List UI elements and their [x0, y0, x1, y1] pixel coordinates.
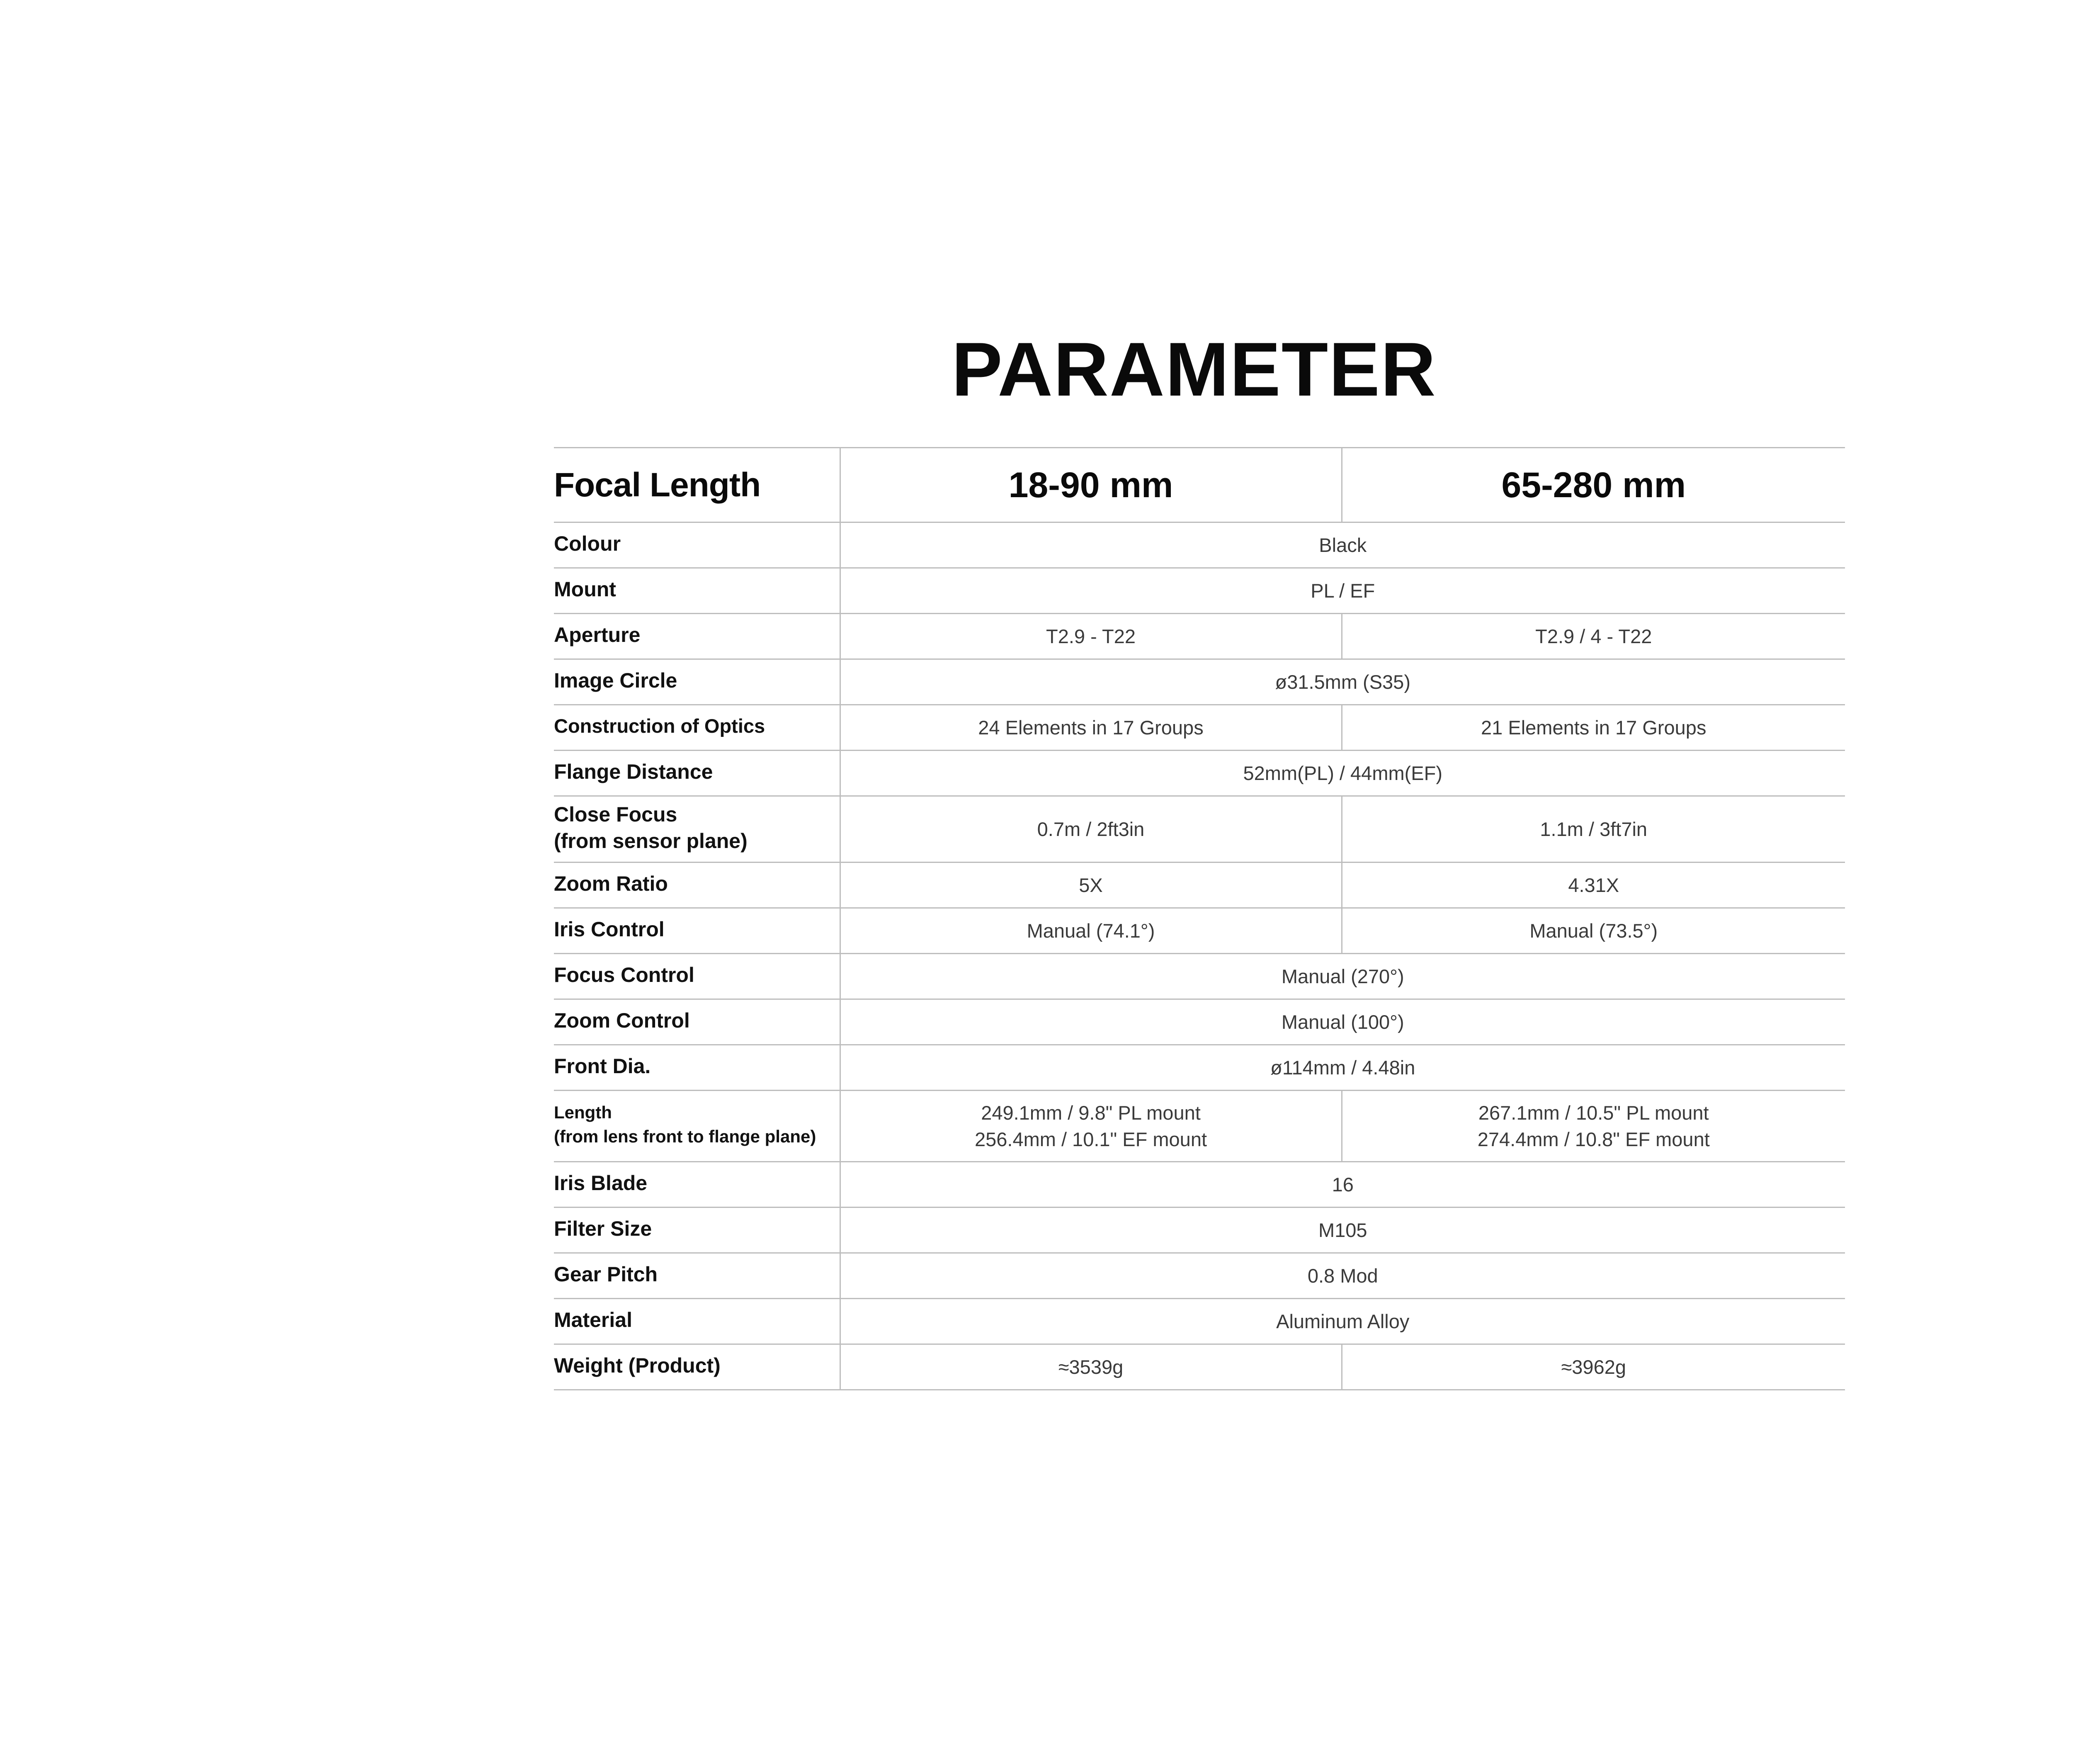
- table-header-row: [554, 448, 1845, 522]
- value-close-focus-18-90: 0.7m / 2ft3in: [840, 796, 1342, 863]
- table-row: [554, 522, 1845, 568]
- row-label-weight: Weight (Product): [554, 1344, 840, 1390]
- value-aperture-18-90: T2.9 - T22: [840, 614, 1342, 659]
- value-colour: Black: [840, 522, 1845, 568]
- table-row: [554, 1162, 1845, 1208]
- length-18-90-ef: 256.4mm / 10.1" EF mount: [974, 1128, 1207, 1150]
- row-label-gear-pitch: Gear Pitch: [554, 1253, 840, 1299]
- value-length-65-280: [1342, 1091, 1845, 1162]
- row-label-length: [554, 1091, 840, 1162]
- row-label-front-dia: Front Dia.: [554, 1045, 840, 1091]
- table-row: [554, 705, 1845, 751]
- table-row: [554, 568, 1845, 614]
- row-label-zoom-ratio: Zoom Ratio: [554, 863, 840, 908]
- table-row: [554, 796, 1845, 863]
- value-aperture-65-280: T2.9 / 4 - T22: [1342, 614, 1845, 659]
- table-row: [554, 1344, 1845, 1390]
- row-label-zoom-control: Zoom Control: [554, 999, 840, 1045]
- value-filter-size: M105: [840, 1208, 1845, 1253]
- value-zoom-ratio-18-90: 5X: [840, 863, 1342, 908]
- row-label-iris-blade: Iris Blade: [554, 1162, 840, 1208]
- page-title: PARAMETER: [952, 326, 1437, 412]
- value-iris-control-18-90: Manual (74.1°): [840, 908, 1342, 954]
- length-label-line-1: Length: [554, 1102, 612, 1122]
- table-row: [554, 999, 1845, 1045]
- value-material: Aluminum Alloy: [840, 1299, 1845, 1344]
- close-focus-label-line-2: (from sensor plane): [554, 829, 748, 853]
- row-label-image-circle: Image Circle: [554, 659, 840, 705]
- spec-table: [554, 447, 1845, 1390]
- length-label-line-2: (from lens front to flange plane): [554, 1126, 816, 1146]
- value-image-circle: ø31.5mm (S35): [840, 659, 1845, 705]
- table-row: [554, 1208, 1845, 1253]
- table-row: [554, 1299, 1845, 1344]
- table-row: [554, 659, 1845, 705]
- row-label-close-focus: [554, 796, 840, 863]
- header-18-90mm: 18-90 mm: [840, 448, 1342, 522]
- table-row: [554, 751, 1845, 796]
- row-label-aperture: Aperture: [554, 614, 840, 659]
- length-65-280-pl: 267.1mm / 10.5" PL mount: [1478, 1101, 1709, 1124]
- value-focus-control: Manual (270°): [840, 954, 1845, 999]
- row-label-filter-size: Filter Size: [554, 1208, 840, 1253]
- header-65-280mm: 65-280 mm: [1342, 448, 1845, 522]
- close-focus-label-line-1: Close Focus: [554, 802, 677, 826]
- row-label-mount: Mount: [554, 568, 840, 614]
- table-row: [554, 863, 1845, 908]
- table-row: [554, 614, 1845, 659]
- length-18-90-pl: 249.1mm / 9.8" PL mount: [981, 1101, 1201, 1124]
- table-row: [554, 1045, 1845, 1091]
- value-weight-18-90: ≈3539g: [840, 1344, 1342, 1390]
- value-zoom-ratio-65-280: 4.31X: [1342, 863, 1845, 908]
- value-flange-distance: 52mm(PL) / 44mm(EF): [840, 751, 1845, 796]
- value-length-18-90: [840, 1091, 1342, 1162]
- value-mount: PL / EF: [840, 568, 1845, 614]
- header-focal-length: Focal Length: [554, 448, 840, 522]
- length-65-280-ef: 274.4mm / 10.8" EF mount: [1477, 1128, 1710, 1150]
- value-iris-control-65-280: Manual (73.5°): [1342, 908, 1845, 954]
- row-label-construction-of-optics: Construction of Optics: [554, 705, 840, 751]
- value-optics-65-280: 21 Elements in 17 Groups: [1342, 705, 1845, 751]
- value-gear-pitch: 0.8 Mod: [840, 1253, 1845, 1299]
- value-iris-blade: 16: [840, 1162, 1845, 1208]
- value-optics-18-90: 24 Elements in 17 Groups: [840, 705, 1342, 751]
- table-row: [554, 1253, 1845, 1299]
- row-label-material: Material: [554, 1299, 840, 1344]
- value-front-dia: ø114mm / 4.48in: [840, 1045, 1845, 1091]
- row-label-flange-distance: Flange Distance: [554, 751, 840, 796]
- row-label-focus-control: Focus Control: [554, 954, 840, 999]
- value-zoom-control: Manual (100°): [840, 999, 1845, 1045]
- table-row: [554, 954, 1845, 999]
- table-row: [554, 908, 1845, 954]
- value-weight-65-280: ≈3962g: [1342, 1344, 1845, 1390]
- row-label-iris-control: Iris Control: [554, 908, 840, 954]
- row-label-colour: Colour: [554, 522, 840, 568]
- table-row: [554, 1091, 1845, 1162]
- value-close-focus-65-280: 1.1m / 3ft7in: [1342, 796, 1845, 863]
